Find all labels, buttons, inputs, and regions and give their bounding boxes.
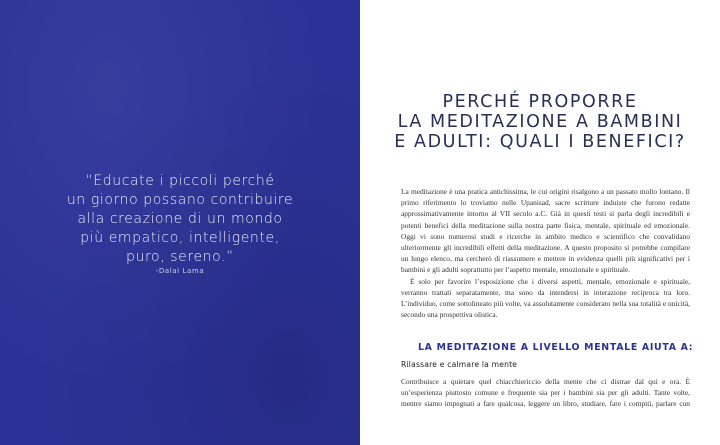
text-line: Contribuisce a quietare quel chiacchiericcio della mente che ci distrae dal qui e ora. È — [401, 377, 690, 386]
title-line: LA MEDITAZIONE A BAMBINI — [397, 112, 683, 132]
quote — [60, 172, 300, 267]
text-line: mentre siamo impegnati a fare qualcosa, leggere un libro, studiare, fare i compiti, parlare con — [401, 399, 690, 409]
title-line: PERCHÉ PROPORRE — [442, 92, 638, 112]
text-line: un’esperienza piuttosto comune e frequente sia per i bambini sia per gli adulti. Tante volte, — [401, 388, 690, 398]
quote-line: alla creazione di un mondo — [77, 211, 283, 227]
quote-line: un giorno possano contribuire — [66, 192, 294, 208]
page-title — [360, 92, 720, 152]
section-heading: LA MEDITAZIONE A LIVELLO MENTALE AIUTA A: — [418, 342, 694, 353]
body-text — [401, 186, 690, 320]
sub-heading: Rilassare e calmare la mente — [401, 360, 518, 369]
quote-attribution: -Dalai Lama — [155, 267, 205, 275]
paragraph: La meditazione è una pratica antichissima, le cui origini risalgono a un passato molto lontano. Il primo riferimento lo troviamo nelle Upanisad, sacre scritture induiste che furono redatte approssimativamente intorno al VII secolo a.C. Già in questi testi si parla degli incredibili e potenti benefici della meditazione sulla nostra parte fisica, mentale, spirituale ed emozionale. Oggi vi sono numerosi studi e ricerche in ambito medico e scientifico che convalidano ulteriormente gli incredibili effetti della meditazione. A questo proposito si potrebbe compilare un lungo elenco, ma cercherò di riassumere e mettere in evidenza quelli più significativi per i bambini e gli adulti soprattutto per l’aspetto mentale, emozionale e spirituale. — [401, 187, 690, 275]
title-line: E ADULTI: QUALI I BENEFICI? — [394, 132, 686, 152]
body-text-continued — [401, 376, 690, 410]
paragraph: È solo per favorire l’esposizione che i diversi aspetti, mentale, emozionale e spirituale, verranno trattati separatamente, ma sono da intendersi in interazione reciproca tra loro. L’individuo, come sottolineato più volte, va assolutamente considerato nella sua totalità e unicità, secondo una prospettiva olistica. — [401, 276, 690, 320]
quote-line: puro, sereno.” — [126, 249, 234, 265]
quote-line: più empatico, intelligente, — [80, 230, 280, 246]
quote-line: “Educate i piccoli perché — [85, 173, 275, 189]
right-page — [360, 0, 720, 445]
